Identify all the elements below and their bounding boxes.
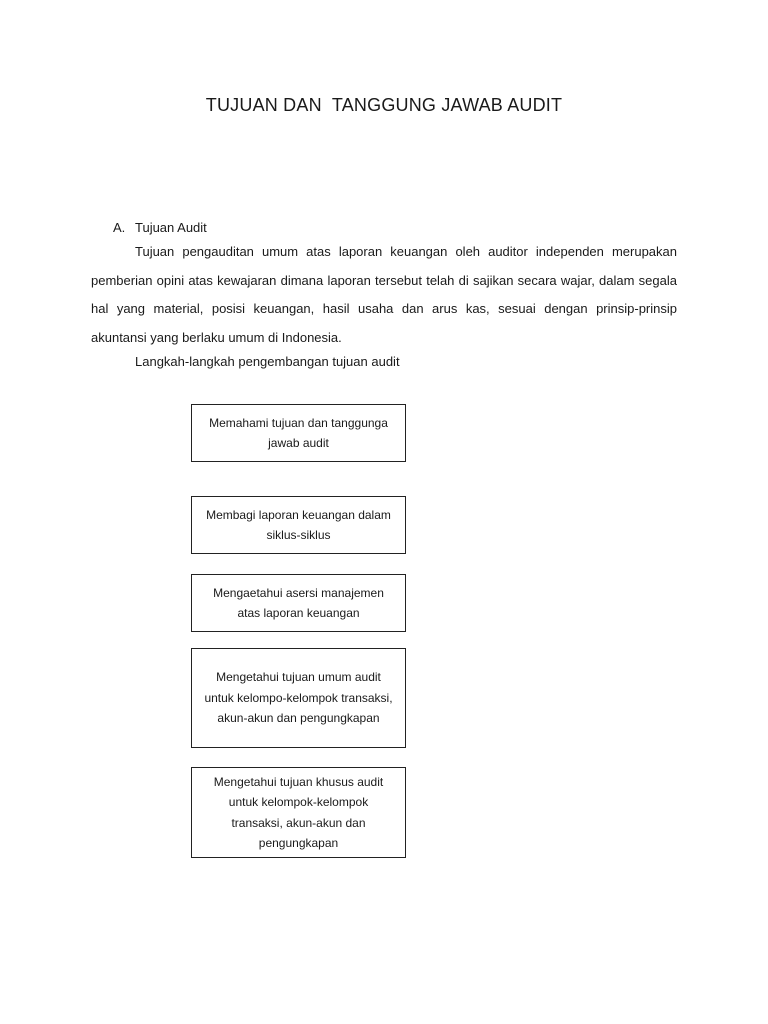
steps-intro: Langkah-langkah pengembangan tujuan audit <box>135 354 400 369</box>
flow-step-3: Mengaetahui asersi manajemen atas laporan keuangan <box>191 574 406 632</box>
section-heading-text: Tujuan Audit <box>135 220 207 235</box>
flow-step-1: Memahami tujuan dan tanggunga jawab audit <box>191 404 406 462</box>
section-marker: A. <box>113 220 126 235</box>
section-paragraph: Tujuan pengauditan umum atas laporan keuangan oleh auditor independen merupakan pemberian opini atas kewajaran dimana laporan tersebut telah di sajikan secara wajar, dalam segala hal yang material, posisi keuangan, hasil usaha dan arus kas, sesuai dengan prinsip-prinsip akuntansi yang berlaku umum di Indonesia. <box>91 244 677 345</box>
section-heading <box>113 220 207 235</box>
page-title: TUJUAN DAN TANGGUNG JAWAB AUDIT <box>205 95 563 115</box>
flow-step-4: Mengetahui tujuan umum audit untuk kelompo-kelompok transaksi, akun-akun dan pengungkapan <box>191 648 406 748</box>
flow-step-2: Membagi laporan keuangan dalam siklus-siklus <box>191 496 406 554</box>
flow-step-5: Mengetahui tujuan khusus audit untuk kelompok-kelompok transaksi, akun-akun dan pengungkapan <box>191 767 406 858</box>
